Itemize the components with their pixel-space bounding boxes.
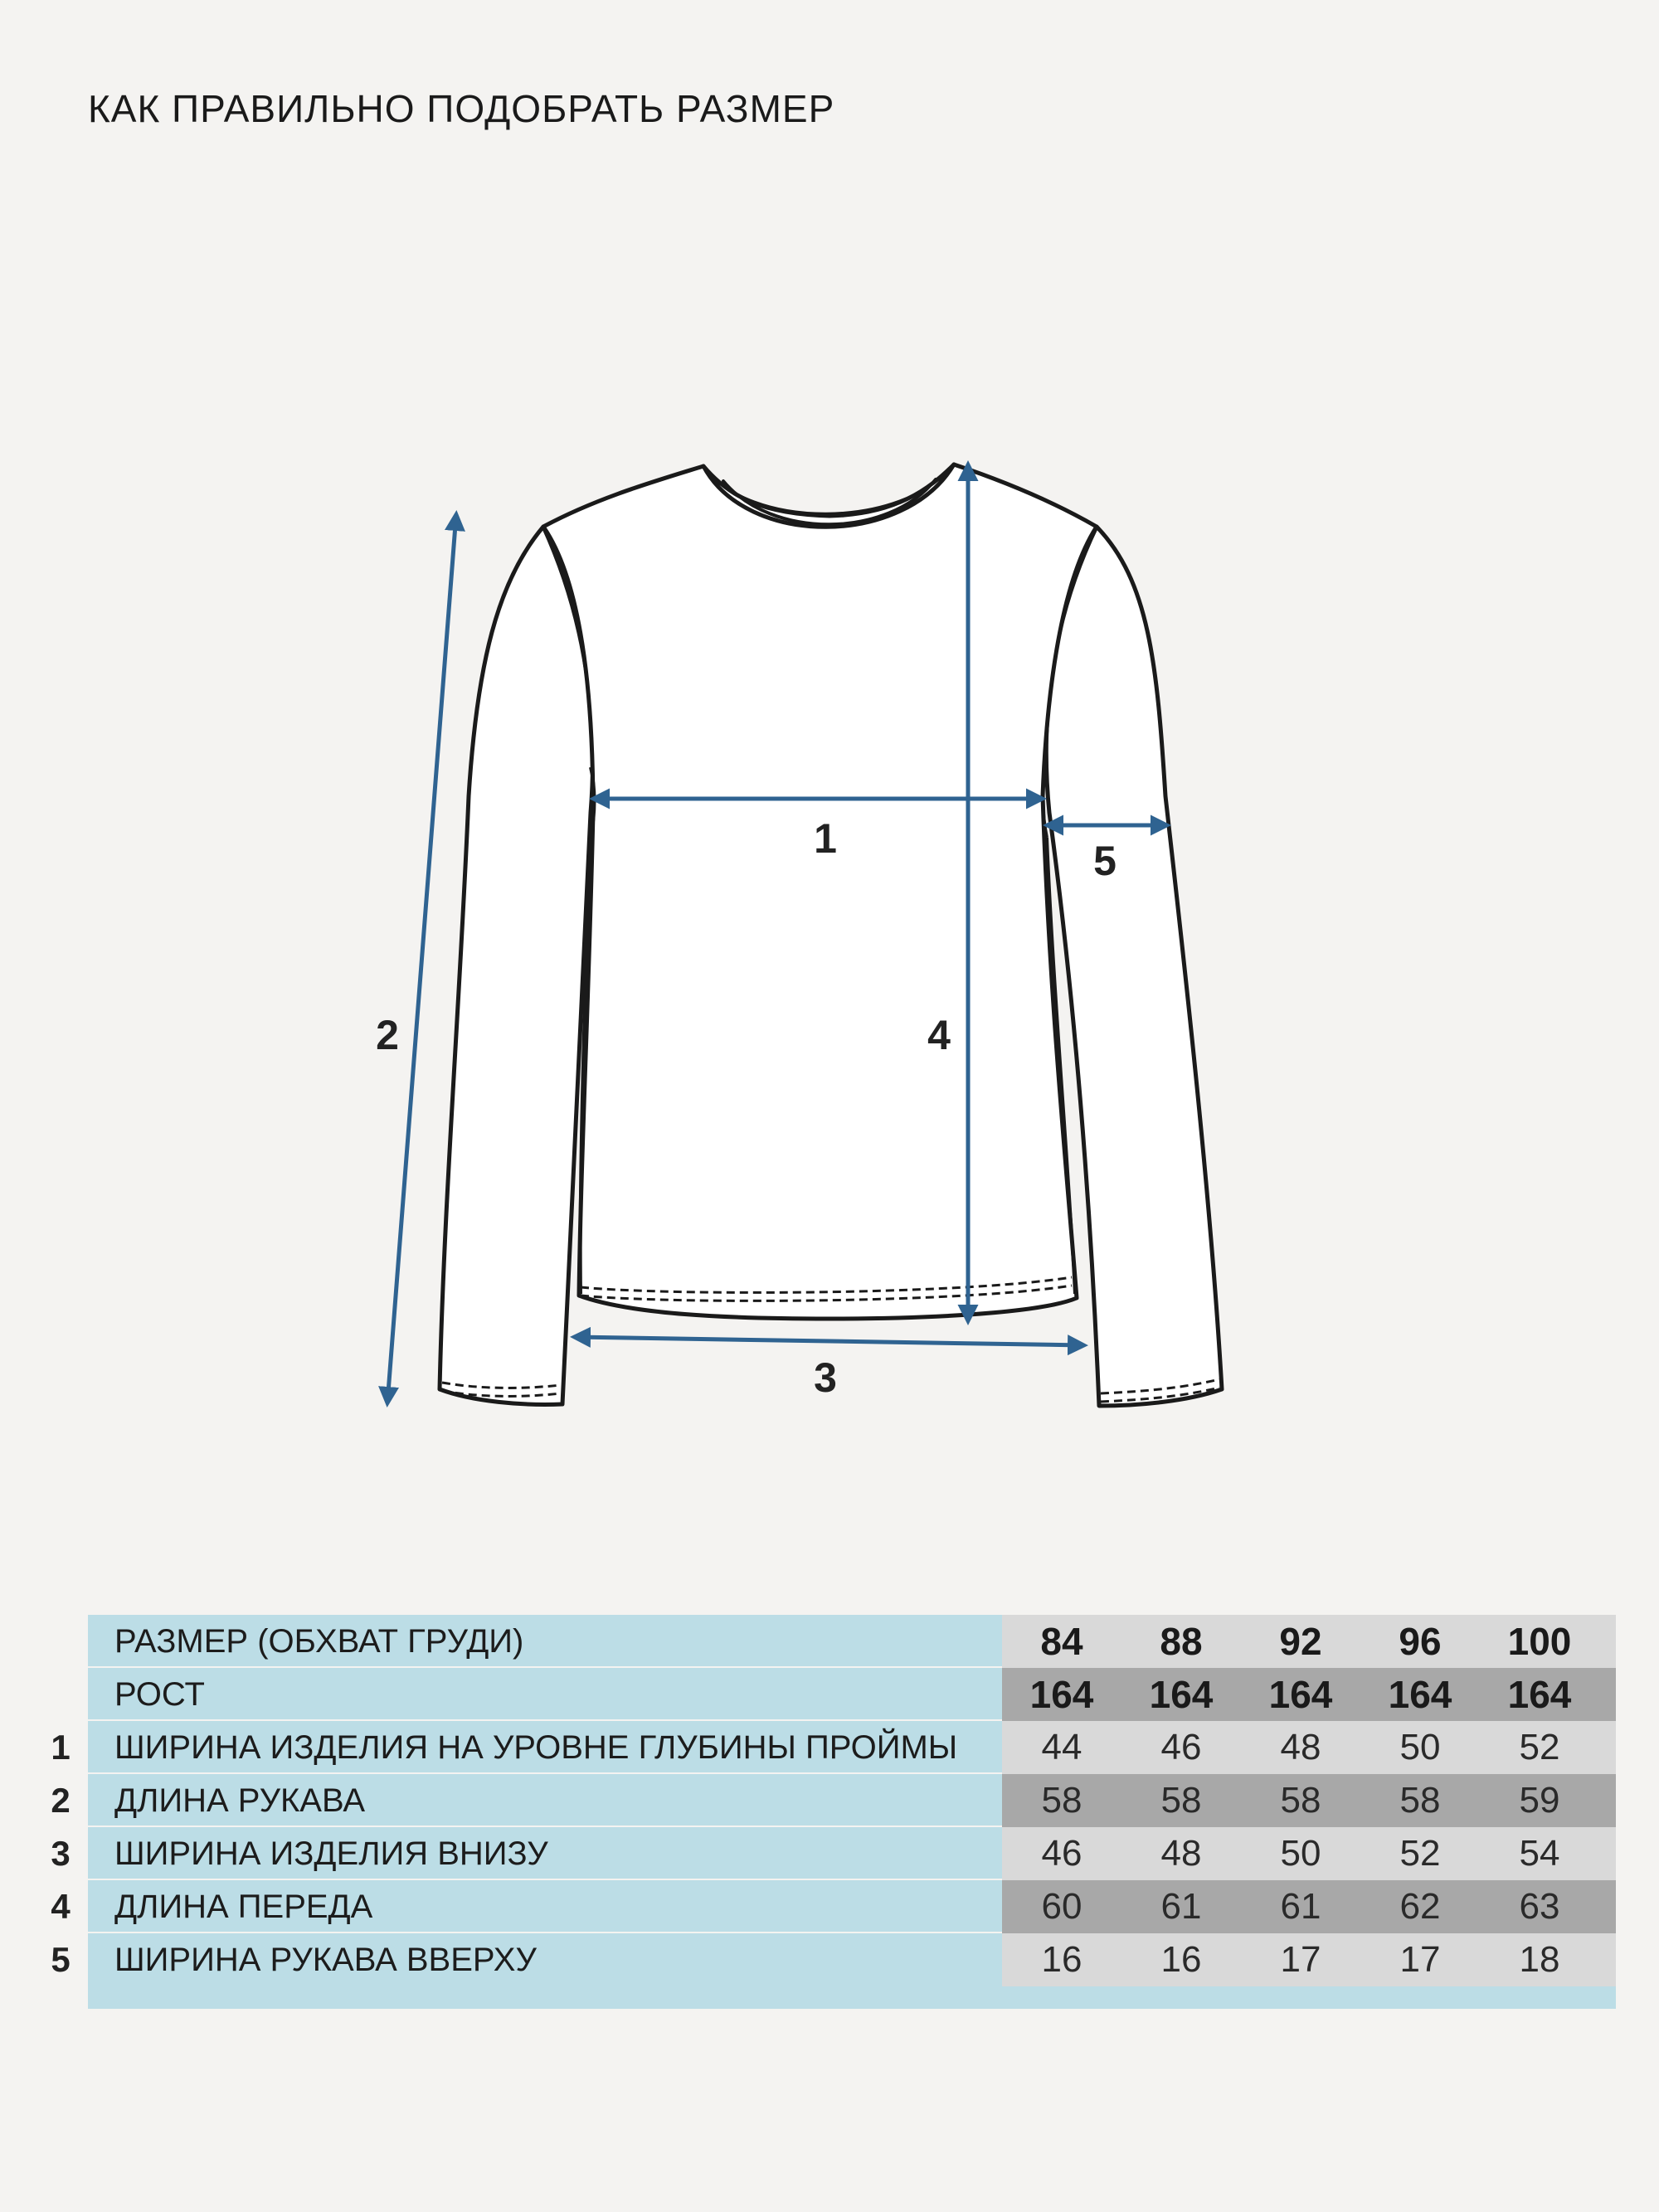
row-number: 4	[51, 1887, 71, 1926]
size-cell: 92	[1279, 1620, 1322, 1663]
table-cell: 61	[1160, 1886, 1202, 1927]
sweater-outline	[440, 464, 1222, 1406]
table-cell: 52	[1519, 1727, 1560, 1767]
measure-label-5: 5	[1093, 838, 1117, 884]
height-cell: 164	[1149, 1673, 1214, 1716]
table-header-row	[88, 1615, 1616, 1668]
row-label: ШИРИНА ИЗДЕЛИЯ НА УРОВНЕ ГЛУБИНЫ ПРОЙМЫ	[114, 1729, 958, 1766]
table-cell: 16	[1160, 1939, 1202, 1980]
table-height-row	[88, 1668, 1616, 1721]
row-values	[1002, 1933, 1616, 1986]
row-values	[1002, 1880, 1616, 1933]
table-cell: 44	[1041, 1727, 1082, 1767]
size-cell: 88	[1160, 1620, 1203, 1663]
height-cell: 164	[1507, 1673, 1572, 1716]
row-values	[1002, 1774, 1616, 1827]
row-label: ДЛИНА РУКАВА	[114, 1782, 365, 1819]
row-values	[1002, 1827, 1616, 1880]
table-cell: 17	[1399, 1939, 1441, 1980]
table-row	[88, 1721, 1616, 1774]
row-number: 1	[51, 1728, 71, 1767]
height-label: РОСТ	[114, 1676, 205, 1713]
height-cell: 164	[1029, 1673, 1094, 1716]
height-cell: 164	[1388, 1673, 1452, 1716]
row-number: 3	[51, 1834, 71, 1873]
row-label: ДЛИНА ПЕРЕДА	[114, 1889, 373, 1925]
table-cell: 60	[1041, 1886, 1082, 1927]
height-values	[1002, 1668, 1616, 1721]
table-cell: 54	[1519, 1833, 1560, 1874]
size-cell: 96	[1399, 1620, 1442, 1663]
size-cell: 100	[1507, 1620, 1572, 1663]
height-cell: 164	[1268, 1673, 1333, 1716]
measure-label-2: 2	[376, 1012, 399, 1058]
table-cell: 46	[1160, 1727, 1202, 1767]
table-cell: 17	[1280, 1939, 1321, 1980]
table-cell: 58	[1160, 1780, 1202, 1821]
table-cell: 61	[1280, 1886, 1321, 1927]
size-table	[88, 1615, 1616, 2009]
row-number: 5	[51, 1940, 71, 1979]
table-cell: 62	[1399, 1886, 1441, 1927]
table-cell: 50	[1280, 1833, 1321, 1874]
table-cell: 59	[1519, 1780, 1560, 1821]
measure-label-4: 4	[927, 1012, 951, 1058]
header-label: РАЗМЕР (ОБХВАТ ГРУДИ)	[114, 1623, 524, 1660]
measure-line-3	[574, 1337, 1084, 1345]
size-cell: 84	[1040, 1620, 1083, 1663]
table-cell: 50	[1399, 1727, 1441, 1767]
table-row	[88, 1827, 1616, 1880]
row-number: 2	[51, 1781, 71, 1820]
measure-label-3: 3	[814, 1354, 837, 1401]
page-title: КАК ПРАВИЛЬНО ПОДОБРАТЬ РАЗМЕР	[88, 87, 835, 130]
table-cell: 63	[1519, 1886, 1560, 1927]
table-cell: 46	[1041, 1833, 1082, 1874]
table-cell: 58	[1399, 1780, 1441, 1821]
row-label: ШИРИНА РУКАВА ВВЕРХУ	[114, 1942, 537, 1978]
table-row	[88, 1933, 1616, 1986]
table-row	[88, 1880, 1616, 1933]
table-cell: 18	[1519, 1939, 1560, 1980]
table-row	[88, 1774, 1616, 1827]
table-cell: 58	[1280, 1780, 1321, 1821]
row-values	[1002, 1721, 1616, 1774]
table-cell: 16	[1041, 1939, 1082, 1980]
header-values	[1002, 1615, 1616, 1668]
table-cell: 52	[1399, 1833, 1441, 1874]
table-cell: 48	[1280, 1727, 1321, 1767]
measure-label-1: 1	[814, 815, 837, 862]
table-cell: 48	[1160, 1833, 1202, 1874]
table-cell: 58	[1041, 1780, 1082, 1821]
row-label: ШИРИНА ИЗДЕЛИЯ ВНИЗУ	[114, 1835, 548, 1872]
